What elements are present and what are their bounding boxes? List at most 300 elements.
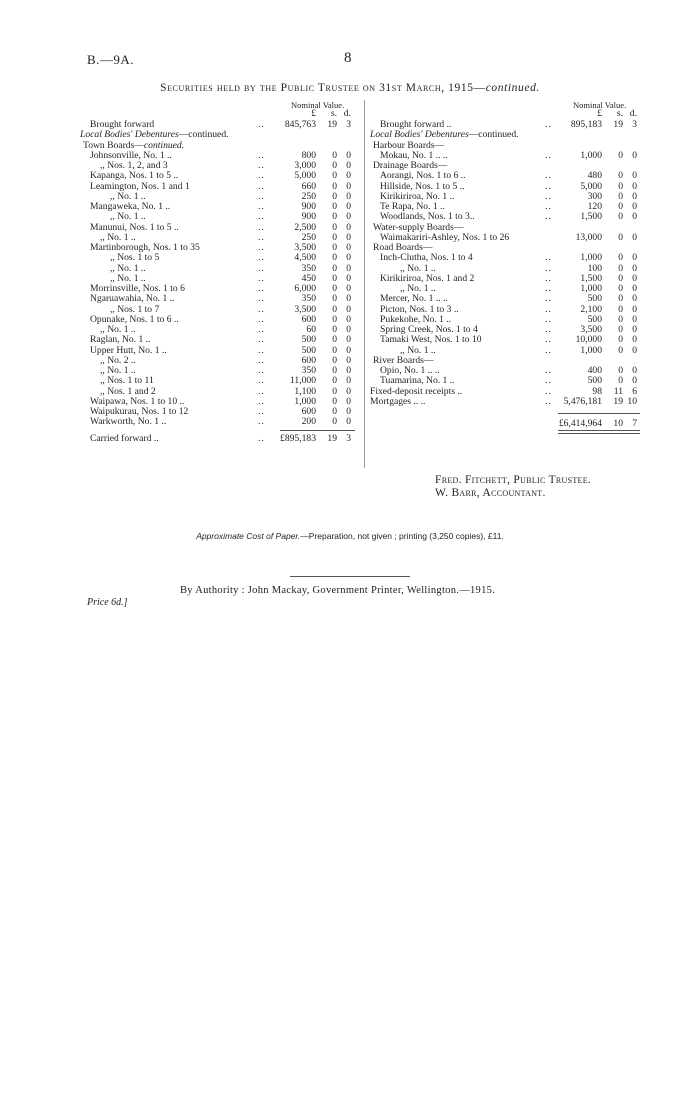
row-label: Aorangi, Nos. 1 to 6 ..	[380, 170, 466, 182]
amount-shillings: 0	[332, 160, 337, 171]
amount-pence: 0	[346, 324, 351, 335]
amount-shillings: 0	[618, 262, 623, 274]
row-label: Carried forward ..	[90, 432, 159, 444]
row-label: Martinborough, Nos. 1 to 35	[90, 242, 200, 253]
table-row	[370, 294, 642, 304]
currency-header	[80, 109, 360, 119]
amount-pence: 0	[632, 365, 637, 376]
amount-pounds: 2,500	[294, 221, 316, 233]
amount-pounds: 400	[587, 365, 602, 376]
leader-dots: ..	[258, 416, 265, 428]
row-label: Mangaweka, No. 1 ..	[90, 201, 171, 212]
table-row	[80, 417, 360, 427]
amount-shillings: 0	[618, 344, 623, 356]
table-row	[370, 171, 642, 181]
row-label: ,, Nos. 1, 2, and 3	[100, 160, 168, 171]
amount-shillings: 0	[618, 201, 623, 212]
row-label: Drainage Boards—	[373, 160, 448, 171]
amount-shillings: 0	[332, 242, 337, 253]
leader-dots: ..	[258, 170, 265, 182]
amount-pounds: 98	[592, 385, 602, 397]
row-label: Morrinsville, Nos. 1 to 6	[90, 283, 185, 294]
securities-table-right	[370, 100, 642, 435]
leader-dots: ..	[258, 272, 265, 284]
row-label: Woodlands, Nos. 1 to 3..	[380, 211, 475, 223]
row-label: Kapanga, Nos. 1 to 5 ..	[90, 170, 179, 182]
amount-shillings: 0	[332, 149, 337, 161]
row-label: ,, No. 1 ..	[110, 190, 146, 202]
amount-shillings: 0	[618, 283, 623, 294]
amount-pounds: 480	[587, 170, 602, 182]
amount-pounds: 1,000	[580, 283, 602, 294]
amount-shillings: 0	[618, 313, 623, 325]
amount-shillings: 0	[332, 365, 337, 376]
row-label: Opunake, Nos. 1 to 6 ..	[90, 313, 179, 325]
amount-pence: 0	[632, 252, 637, 264]
amount-shillings: 0	[332, 231, 337, 243]
amount-shillings: 19	[613, 395, 623, 407]
amount-shillings: 0	[332, 324, 337, 335]
amount-pounds: 845,763	[284, 119, 316, 130]
row-label: Tuamarina, No. 1 ..	[380, 375, 455, 387]
amount-shillings: 0	[618, 231, 623, 243]
amount-shillings: 0	[332, 272, 337, 284]
amount-shillings: 0	[618, 211, 623, 223]
row-label: Water-supply Boards—	[373, 221, 464, 233]
amount-shillings: 11	[613, 385, 623, 397]
amount-pence: 3	[632, 119, 637, 130]
amount-pence: 3	[346, 119, 351, 130]
row-label: ,, No. 1 ..	[400, 283, 436, 294]
row-label: ,, No. 1 ..	[100, 365, 136, 376]
amount-pounds: 1,000	[580, 149, 602, 161]
amount-pounds: 4,500	[294, 252, 316, 264]
leader-dots: ..	[258, 334, 265, 346]
amount-pence: 0	[632, 180, 637, 192]
amount-shillings: 0	[332, 354, 337, 366]
amount-pence: 0	[346, 365, 351, 376]
amount-pounds: 300	[587, 190, 602, 202]
row-label: Waipukurau, Nos. 1 to 12	[90, 406, 189, 417]
amount-shillings: s.	[616, 108, 623, 119]
amount-pence: 0	[346, 180, 351, 192]
amount-shillings: 0	[618, 365, 623, 376]
amount-pence: 0	[346, 231, 351, 243]
amount-shillings: 10	[613, 418, 623, 429]
amount-shillings: 0	[332, 201, 337, 212]
table-row	[80, 335, 360, 345]
amount-pence: 0	[632, 170, 637, 182]
leader-dots: ..	[545, 293, 552, 305]
leader-dots: ..	[258, 303, 265, 315]
amount-pounds: 5,000	[294, 170, 316, 182]
table-row	[80, 212, 360, 222]
leader-dots: ..	[545, 272, 552, 284]
signature-trustee	[435, 474, 591, 486]
title-main: Securities held by the Public Trustee on 31st March, 1915—	[160, 82, 486, 94]
row-label: Pukekohe, No. 1 ..	[380, 313, 452, 325]
leader-dots: ..	[258, 385, 265, 397]
amount-shillings: 0	[332, 252, 337, 264]
amount-pounds: 200	[301, 416, 316, 428]
amount-pence: 0	[346, 272, 351, 284]
amount-pence: 0	[632, 344, 637, 356]
row-label: Opio, No. 1 .. ..	[380, 365, 440, 376]
amount-pence: 0	[346, 149, 351, 161]
amount-shillings: 0	[618, 149, 623, 161]
cost-note	[0, 531, 700, 541]
amount-shillings: 0	[332, 313, 337, 325]
leader-dots: ..	[545, 119, 552, 130]
leader-dots: ..	[545, 334, 552, 346]
amount-shillings: 0	[618, 303, 623, 315]
amount-pounds: 900	[301, 211, 316, 223]
leader-dots: ..	[258, 293, 265, 305]
leader-dots: ..	[545, 201, 552, 212]
amount-pence: 0	[632, 190, 637, 202]
amount-pounds: 100	[587, 262, 602, 274]
subtotal-rule	[280, 430, 355, 431]
right-rows	[370, 120, 642, 435]
leader-dots: ..	[258, 344, 265, 356]
leader-dots: ..	[545, 170, 552, 182]
row-label: Johnsonville, No. 1 ..	[90, 149, 172, 161]
amount-pounds: 895,183	[570, 119, 602, 130]
leader-dots: ..	[545, 324, 552, 335]
leader-dots: ..	[545, 180, 552, 192]
amount-shillings: 19	[613, 119, 623, 130]
amount-pence: 0	[632, 283, 637, 294]
row-label: Tamaki West, Nos. 1 to 10	[380, 334, 482, 346]
row-label: Waimakariri-Ashley, Nos. 1 to 26	[380, 231, 510, 243]
amount-pounds: 60	[306, 324, 316, 335]
row-label: Leamington, Nos. 1 and 1	[90, 180, 190, 192]
amount-shillings: 19	[327, 432, 337, 444]
leader-dots: ..	[545, 303, 552, 315]
row-label: Mortgages .. ..	[370, 395, 426, 407]
amount-pence: 0	[346, 221, 351, 233]
signature-line-2: W. Barr, Accountant.	[435, 487, 546, 499]
row-label: Mokau, No. 1 .. ..	[380, 149, 448, 161]
amount-pounds: £	[311, 108, 316, 119]
amount-pounds: 1,000	[580, 344, 602, 356]
table-row	[370, 397, 642, 407]
amount-pounds: £895,183	[280, 432, 316, 444]
row-label: Waipawa, Nos. 1 to 10 ..	[90, 395, 185, 407]
leader-dots: ..	[545, 365, 552, 376]
amount-pounds: 800	[301, 149, 316, 161]
amount-pence: d.	[343, 108, 351, 119]
document-reference: B.—9A.	[87, 52, 135, 67]
row-label: Hillside, Nos. 1 to 5 ..	[380, 180, 465, 192]
amount-shillings: 0	[332, 416, 337, 428]
row-label: ,, No. 1 ..	[100, 231, 136, 243]
leader-dots: ..	[258, 221, 265, 233]
nominal-value-header: Nominal Value.	[291, 100, 345, 110]
amount-pounds: 3,500	[294, 242, 316, 253]
amount-pounds: 500	[587, 313, 602, 325]
amount-shillings: 0	[332, 395, 337, 407]
amount-shillings: 0	[618, 334, 623, 346]
amount-pence: 0	[632, 262, 637, 274]
amount-shillings: 0	[332, 334, 337, 346]
amount-pounds: 3,500	[580, 324, 602, 335]
row-label: Kirikiriroa, Nos. 1 and 2	[380, 272, 475, 284]
left-rows	[80, 120, 360, 444]
amount-pence: 0	[346, 375, 351, 387]
row-label: Mercer, No. 1 .. ..	[380, 293, 448, 305]
row-label: ,, Nos. 1 to 5	[110, 252, 160, 264]
leader-dots: ..	[258, 149, 265, 161]
amount-pounds: 600	[301, 313, 316, 325]
amount-pence: 0	[632, 334, 637, 346]
amount-shillings: 0	[618, 375, 623, 387]
leader-dots: ..	[545, 190, 552, 202]
amount-pence: 0	[346, 283, 351, 294]
row-label: ,, Nos. 1 to 7	[110, 303, 160, 315]
amount-pence: 0	[632, 293, 637, 305]
row-label: Road Boards—	[373, 242, 433, 253]
row-label: Local Bodies' Debentures—continued.	[80, 129, 229, 141]
amount-pounds: 350	[301, 293, 316, 305]
leader-dots: ..	[545, 252, 552, 264]
amount-shillings: 0	[332, 170, 337, 182]
amount-shillings: 0	[332, 190, 337, 202]
leader-dots: ..	[258, 119, 265, 130]
amount-pence: 6	[632, 385, 637, 397]
amount-pounds: 3,500	[294, 303, 316, 315]
nominal-value-header: Nominal Value.	[573, 100, 627, 110]
amount-pounds: 6,000	[294, 283, 316, 294]
leader-dots: ..	[545, 149, 552, 161]
amount-pounds: £	[597, 108, 602, 119]
amount-pence: 7	[632, 418, 637, 429]
row-label: Manunui, Nos. 1 to 5 ..	[90, 221, 179, 233]
row-label: ,, No. 1 ..	[110, 211, 146, 223]
leader-dots: ..	[258, 262, 265, 274]
row-label: Harbour Boards—	[373, 139, 445, 151]
amount-pounds: 600	[301, 354, 316, 366]
amount-pence: 0	[346, 334, 351, 346]
row-label: ,, Nos. 1 and 2	[100, 385, 156, 397]
leader-dots: ..	[545, 385, 552, 397]
amount-pence: 0	[346, 416, 351, 428]
leader-dots: ..	[258, 242, 265, 253]
amount-pence: 0	[632, 231, 637, 243]
amount-pounds: 600	[301, 406, 316, 417]
amount-pounds: 1,000	[580, 252, 602, 264]
row-label: ,, Nos. 1 to 11	[100, 375, 154, 387]
amount-pence: 0	[346, 303, 351, 315]
amount-pounds: £6,414,964	[558, 418, 602, 429]
row-label: Inch-Clutha, Nos. 1 to 4	[380, 252, 473, 264]
grand-total-row	[370, 419, 642, 429]
table-row	[80, 294, 360, 304]
leader-dots: ..	[258, 190, 265, 202]
signature-line-1: Fred. Fitchett, Public Trustee.	[435, 474, 592, 486]
amount-pence: 0	[346, 252, 351, 264]
table-row	[370, 253, 642, 263]
amount-pence: 3	[346, 432, 351, 444]
amount-pounds: 2,100	[580, 303, 602, 315]
leader-dots: ..	[545, 375, 552, 387]
leader-dots: ..	[258, 395, 265, 407]
amount-pounds: 3,000	[294, 160, 316, 171]
leader-dots: ..	[258, 252, 265, 264]
amount-pence: 0	[346, 406, 351, 417]
row-label: ,, No. 1 ..	[400, 344, 436, 356]
amount-pence: 0	[632, 313, 637, 325]
row-label: Brought forward	[90, 119, 155, 130]
amount-pounds: 13,000	[575, 231, 602, 243]
page-title	[0, 82, 700, 94]
leader-dots: ..	[258, 375, 265, 387]
amount-pence: 0	[632, 201, 637, 212]
leader-dots: ..	[258, 160, 265, 171]
amount-pence: 0	[632, 149, 637, 161]
amount-pounds: 1,500	[580, 211, 602, 223]
page-number: 8	[344, 50, 352, 66]
leader-dots: ..	[258, 313, 265, 325]
carried-forward-row	[80, 434, 360, 444]
leader-dots: ..	[258, 365, 265, 376]
row-label: ,, No. 1 ..	[110, 262, 146, 274]
amount-pounds: 450	[301, 272, 316, 284]
amount-shillings: 0	[332, 344, 337, 356]
amount-pounds: 900	[301, 201, 316, 212]
amount-shillings: 0	[618, 180, 623, 192]
row-label: ,, No. 1 ..	[110, 272, 146, 284]
leader-dots: ..	[258, 324, 265, 335]
amount-shillings: 0	[618, 272, 623, 284]
amount-shillings: 0	[332, 406, 337, 417]
amount-pence: 0	[346, 242, 351, 253]
amount-pence: 0	[346, 395, 351, 407]
row-label: Fixed-deposit receipts ..	[370, 385, 463, 397]
amount-pence: 0	[346, 354, 351, 366]
cost-label: Approximate Cost of Paper.	[196, 531, 301, 541]
row-label: Town Boards—continued.	[83, 139, 185, 151]
amount-pence: 0	[632, 272, 637, 284]
row-label: ,, No. 2 ..	[100, 354, 136, 366]
amount-shillings: 0	[332, 303, 337, 315]
amount-pounds: 350	[301, 262, 316, 274]
leader-dots: ..	[258, 406, 265, 417]
amount-shillings: 0	[332, 180, 337, 192]
amount-pence: 0	[346, 160, 351, 171]
row-label: Raglan, No. 1 ..	[90, 334, 151, 346]
amount-pence: 0	[346, 170, 351, 182]
total-rule	[558, 413, 640, 414]
leader-dots: ..	[545, 395, 552, 407]
amount-shillings: 0	[618, 252, 623, 264]
amount-pence: 0	[346, 293, 351, 305]
amount-shillings: 0	[332, 221, 337, 233]
amount-pounds: 120	[587, 201, 602, 212]
amount-shillings: 0	[332, 385, 337, 397]
title-continued: continued.	[485, 82, 540, 94]
amount-pounds: 500	[587, 293, 602, 305]
table-row	[80, 376, 360, 386]
table-row	[370, 130, 642, 140]
amount-pounds: 250	[301, 231, 316, 243]
leader-dots: ..	[258, 211, 265, 223]
row-label: Brought forward ..	[380, 119, 452, 130]
table-row	[370, 335, 642, 345]
row-label: Spring Creek, Nos. 1 to 4	[380, 324, 478, 335]
amount-pounds: 250	[301, 190, 316, 202]
total-double-rule	[558, 430, 640, 434]
amount-pence: 0	[632, 303, 637, 315]
leader-dots: ..	[258, 180, 265, 192]
amount-shillings: 0	[332, 293, 337, 305]
amount-pence: 10	[627, 395, 637, 407]
amount-pounds: 10,000	[575, 334, 602, 346]
leader-dots: ..	[258, 432, 265, 444]
amount-pence: 0	[632, 211, 637, 223]
amount-pounds: 660	[301, 180, 316, 192]
amount-shillings: 0	[618, 170, 623, 182]
leader-dots: ..	[258, 283, 265, 294]
row-label: Local Bodies' Debentures—continued.	[370, 129, 519, 141]
amount-pence: 0	[632, 375, 637, 387]
amount-shillings: 0	[332, 283, 337, 294]
amount-pence: 0	[632, 324, 637, 335]
leader-dots: ..	[258, 354, 265, 366]
amount-pence: 0	[346, 262, 351, 274]
signature-accountant	[435, 487, 546, 499]
price-note: Price 6d.]	[87, 597, 128, 608]
amount-pence: 0	[346, 313, 351, 325]
securities-table-left	[80, 100, 360, 444]
table-row	[370, 212, 642, 222]
table-row	[80, 171, 360, 181]
amount-pounds: 500	[301, 334, 316, 346]
amount-pounds: 5,476,181	[563, 395, 602, 407]
leader-dots: ..	[545, 262, 552, 274]
row-label: Kirikiriroa, No. 1 ..	[380, 190, 455, 202]
column-header	[80, 100, 360, 120]
amount-shillings: 19	[327, 119, 337, 130]
row-label: Te Rapa, No. 1 ..	[380, 201, 445, 212]
footer-rule	[290, 576, 410, 577]
currency-header	[370, 109, 642, 119]
leader-dots: ..	[545, 344, 552, 356]
column-divider	[364, 100, 365, 468]
amount-shillings: 0	[618, 190, 623, 202]
amount-pounds: 500	[587, 375, 602, 387]
amount-pounds: 1,500	[580, 272, 602, 284]
amount-shillings: 0	[618, 293, 623, 305]
amount-pounds: 350	[301, 365, 316, 376]
authority-line: By Authority : John Mackay, Government Printer, Wellington.—1915.	[180, 585, 496, 596]
cost-text: —Preparation, not given ; printing (3,250 copies), £11.	[300, 531, 504, 541]
row-label: Ngaruawahia, No. 1 ..	[90, 293, 175, 305]
leader-dots: ..	[545, 211, 552, 223]
column-header	[370, 100, 642, 120]
table-row	[370, 376, 642, 386]
leader-dots: ..	[258, 231, 265, 243]
row-label: Upper Hutt, No. 1 ..	[90, 344, 167, 356]
row-label: Picton, Nos. 1 to 3 ..	[380, 303, 459, 315]
amount-shillings: s.	[330, 108, 337, 119]
leader-dots: ..	[258, 201, 265, 212]
amount-shillings: 0	[332, 375, 337, 387]
row-label: River Boards—	[373, 354, 434, 366]
amount-pounds: 11,000	[289, 375, 316, 387]
amount-shillings: 0	[332, 262, 337, 274]
row-label: ,, No. 1 ..	[400, 262, 436, 274]
